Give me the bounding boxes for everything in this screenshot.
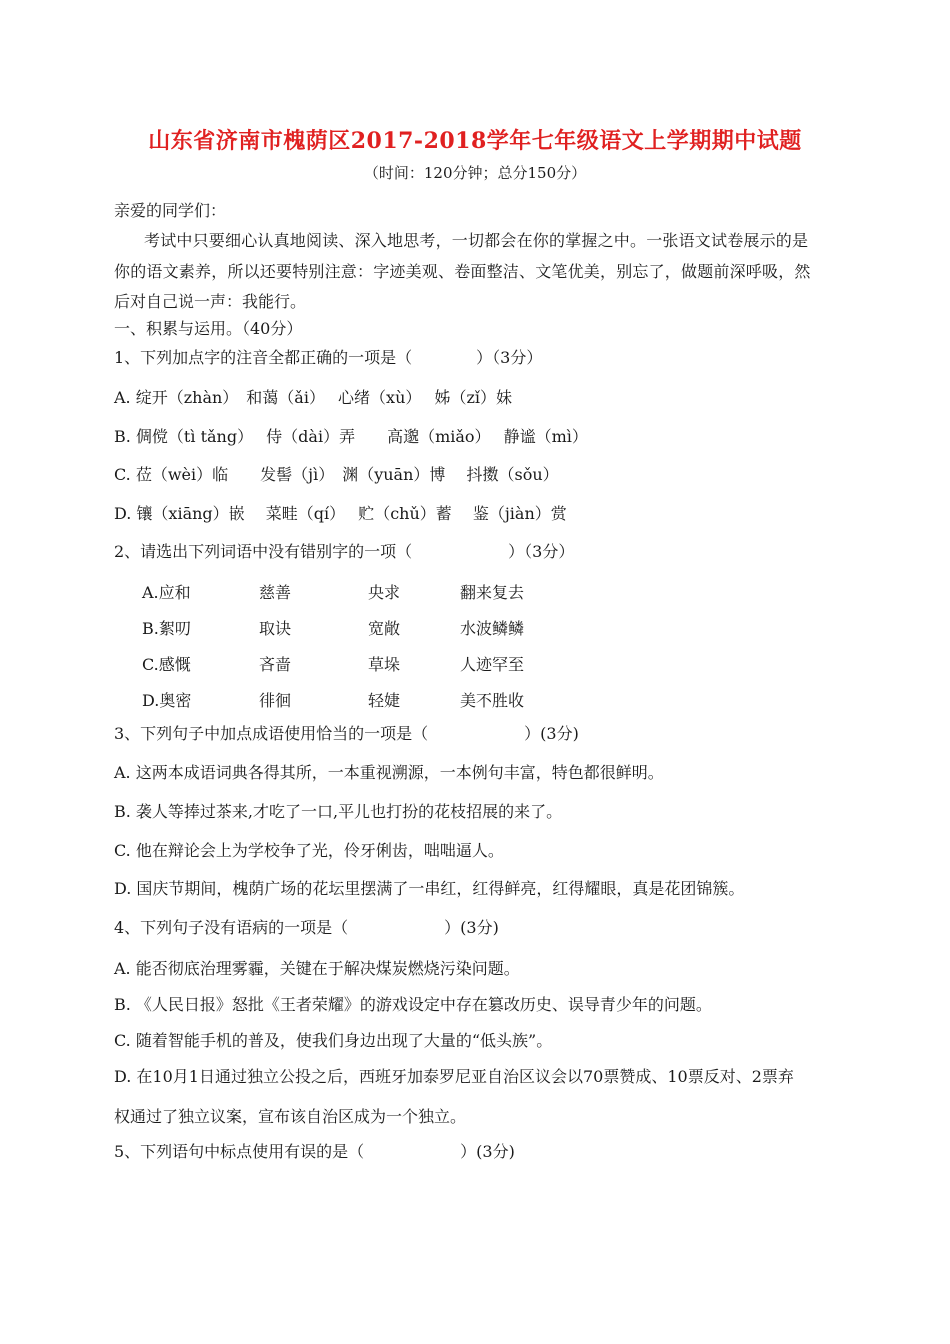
question-4-option-d-line-1: D. 在10月1日通过独立公投之后，西班牙加泰罗尼亚自治区议会以70票赞成、10票反对、2票弃	[114, 1067, 794, 1086]
page-title: 山东省济南市槐荫区2017-2018学年七年级语文上学期期中试题	[148, 128, 802, 154]
section-heading: 一、积累与运用。（40分）	[114, 319, 303, 338]
intro-line-3: 后对自己说一声：我能行。	[114, 292, 307, 311]
word: C.感慨	[142, 655, 191, 674]
greeting: 亲爱的同学们：	[114, 201, 227, 220]
question-3-stem: 3、下列句子中加点成语使用恰当的一项是（ ）(3分)	[114, 724, 579, 743]
word: A.应和	[142, 583, 191, 602]
word: 水波鳞鳞	[460, 619, 525, 638]
word: 央求	[368, 583, 401, 602]
question-3-option-a: A. 这两本成语词典各得其所，一本重视溯源，一本例句丰富，特色都很鲜明。	[114, 763, 664, 782]
question-4-option-a: A. 能否彻底治理雾霾，关键在于解决煤炭燃烧污染问题。	[114, 959, 520, 978]
intro-line-1: 考试中只要细心认真地阅读、深入地思考，一切都会在你的掌握之中。一张语文试卷展示的是	[144, 231, 809, 250]
word: 人迹罕至	[460, 655, 525, 674]
question-1-stem: 1、下列加点字的注音全都正确的一项是（ ）（3分）	[114, 348, 543, 367]
exam-duration-note: （时间：120分钟；总分150分）	[363, 164, 587, 182]
question-2-stem: 2、请选出下列词语中没有错别字的一项（ ）（3分）	[114, 542, 575, 561]
question-5-stem: 5、下列语句中标点使用有误的是（ ）(3分)	[114, 1142, 515, 1161]
question-3-option-b: B. 袭人等捧过茶来,才吃了一口,平儿也打扮的花枝招展的来了。	[114, 802, 563, 821]
word: D.奥密	[142, 691, 192, 710]
question-1-option-b: B. 倜傥（tì tǎng） 侍（dài）弄 高邈（miǎo） 静谧（mì）	[114, 427, 588, 446]
word: 草垛	[368, 655, 401, 674]
word: 徘徊	[259, 691, 292, 710]
word: B.絮叨	[142, 619, 191, 638]
question-4-option-d-line-2: 权通过了独立议案，宣布该自治区成为一个独立。	[114, 1107, 467, 1126]
question-1-option-c: C. 莅（wèi）临 发髻（jì） 渊（yuān）博 抖擞（sǒu）	[114, 465, 559, 484]
intro-line-2: 你的语文素养，所以还要特别注意：字迹美观、卷面整洁、文笔优美，别忘了，做题前深呼吸，然	[114, 262, 811, 281]
question-4-option-c: C. 随着智能手机的普及，使我们身边出现了大量的“低头族”。	[114, 1031, 553, 1050]
word: 翻来复去	[460, 583, 525, 602]
word: 轻婕	[368, 691, 401, 710]
word: 宽敞	[368, 619, 401, 638]
question-3-option-d: D. 国庆节期间，槐荫广场的花坛里摆满了一串红，红得鲜亮，红得耀眼，真是花团锦簇。	[114, 879, 745, 898]
question-4-stem: 4、下列句子没有语病的一项是（ ）(3分)	[114, 918, 499, 937]
word: 取诀	[259, 619, 292, 638]
question-1-option-a: A. 绽开（zhàn） 和蔼（ǎi） 心绪（xù） 姊（zǐ）妹	[114, 388, 513, 407]
word: 美不胜收	[460, 691, 525, 710]
question-1-option-d: D. 镶（xiāng）嵌 菜畦（qí） 贮（chǔ）蓄 鉴（jiàn）赏	[114, 504, 567, 523]
question-3-option-c: C. 他在辩论会上为学校争了光，伶牙俐齿，咄咄逼人。	[114, 841, 504, 860]
question-4-option-b: B. 《人民日报》怒批《王者荣耀》的游戏设定中存在篡改历史、误导青少年的问题。	[114, 995, 712, 1014]
word: 慈善	[259, 583, 292, 602]
word: 吝啬	[259, 655, 292, 674]
